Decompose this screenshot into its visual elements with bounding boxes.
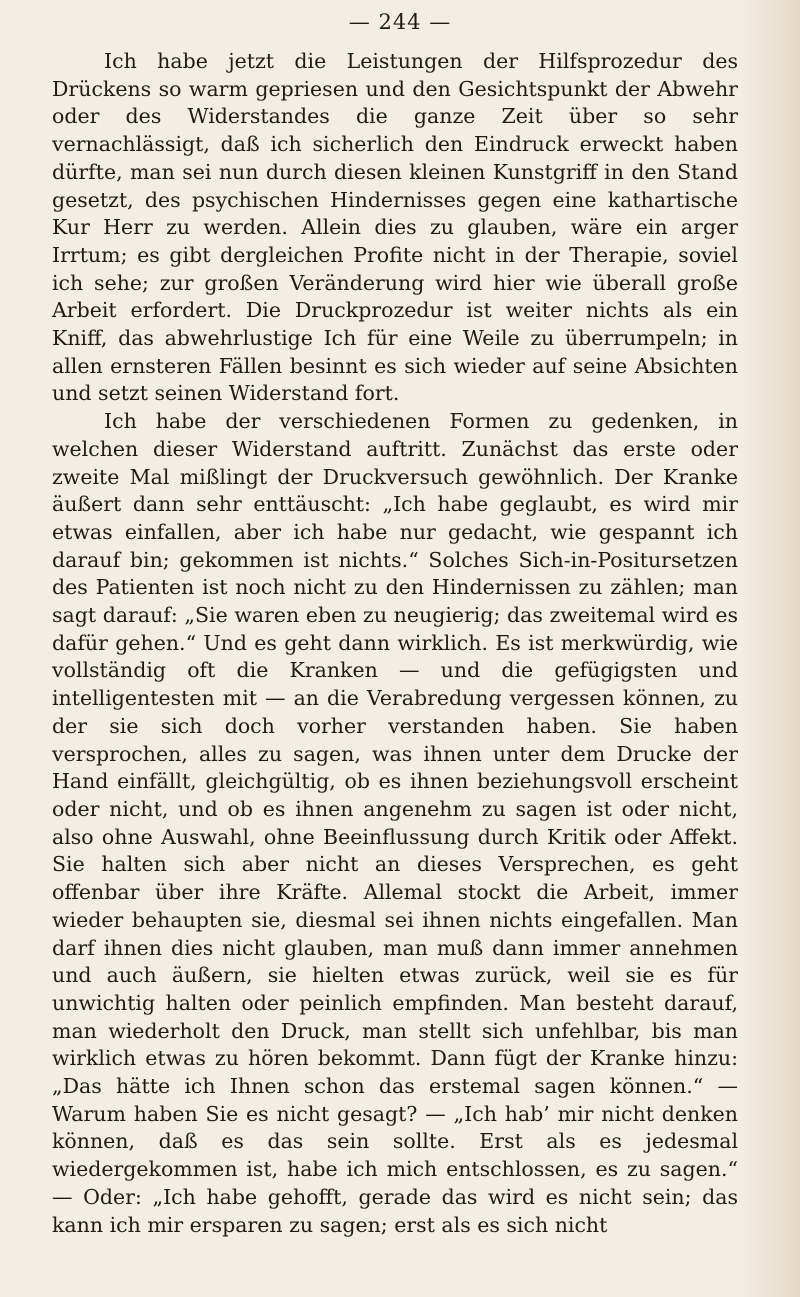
paragraph-1: Ich habe jetzt die Leistungen der Hilfsprozedur des Drückens so warm gepriesen und den Gesichtspunkt der Abwehr oder des Widerstandes die ganze Zeit über so sehr vernachlässigt, daß ich sicherlich den Eindruck erweckt haben dürfte, man sei nun durch diesen kleinen Kunstgriff in den Stand gesetzt, des psychischen Hindernisses gegen eine kathartische Kur Herr zu werden. Allein dies zu glauben, wäre ein arger Irrtum; es gibt dergleichen Profite nicht in der Therapie, soviel ich sehe; zur großen Veränderung wird hier wie überall große Arbeit erfordert. Die Druckprozedur ist weiter nichts als ein Kniff, das abwehrlustige Ich für eine Weile zu überrumpeln; in allen ernsteren Fällen besinnt es sich wieder auf seine Absichten und setzt seinen Widerstand fort.: [52, 49, 738, 406]
page-number: — 244 —: [348, 10, 452, 34]
body-text: [52, 48, 738, 1239]
paragraph-2: Ich habe der verschiedenen Formen zu gedenken, in welchen dieser Widerstand auftritt. Zunächst das erste oder zweite Mal mißlingt der Druckversuch gewöhnlich. Der Kranke äußert dann sehr enttäuscht: „Ich habe geglaubt, es wird mir etwas einfallen, aber ich habe nur gedacht, wie gespannt ich darauf bin; gekommen ist nichts.“ Solches Sich-in-Positursetzen des Patienten ist noch nicht zu den Hindernissen zu zählen; man sagt darauf: „Sie waren eben zu neugierig; das zweitemal wird es dafür gehen.“ Und es geht dann wirklich. Es ist merkwürdig, wie vollständig oft die Kranken — und die gefügigsten und intelligentesten mit — an die Verabredung vergessen können, zu der sie sich doch vorher verstanden haben. Sie haben versprochen, alles zu sagen, was ihnen unter dem Drucke der Hand einfällt, gleichgültig, ob es ihnen beziehungsvoll erscheint oder nicht, und ob es ihnen angenehm zu sagen ist oder nicht, also ohne Auswahl, ohne Beeinflussung durch Kritik oder Affekt. Sie halten sich aber nicht an dieses Versprechen, es geht offenbar über ihre Kräfte. Allemal stockt die Arbeit, immer wieder behaupten sie, diesmal sei ihnen nichts eingefallen. Man darf ihnen dies nicht glauben, man muß dann immer annehmen und auch äußern, sie hielten etwas zurück, weil sie es für unwichtig halten oder peinlich empfinden. Man besteht darauf, man wiederholt den Druck, man stellt sich unfehlbar, bis man wirklich etwas zu hören bekommt. Dann fügt der Kranke hinzu: „Das hätte ich Ihnen schon das erstemal sagen können.“ — Warum haben Sie es nicht gesagt? — „Ich hab’ mir nicht denken können, daß es das sein sollte. Erst als es jedesmal wiedergekommen ist, habe ich mich entschlossen, es zu sagen.“ — Oder: „Ich habe gehofft, gerade das wird es nicht sein; das kann ich mir ersparen zu sagen; erst als es sich nicht: [52, 409, 738, 1237]
